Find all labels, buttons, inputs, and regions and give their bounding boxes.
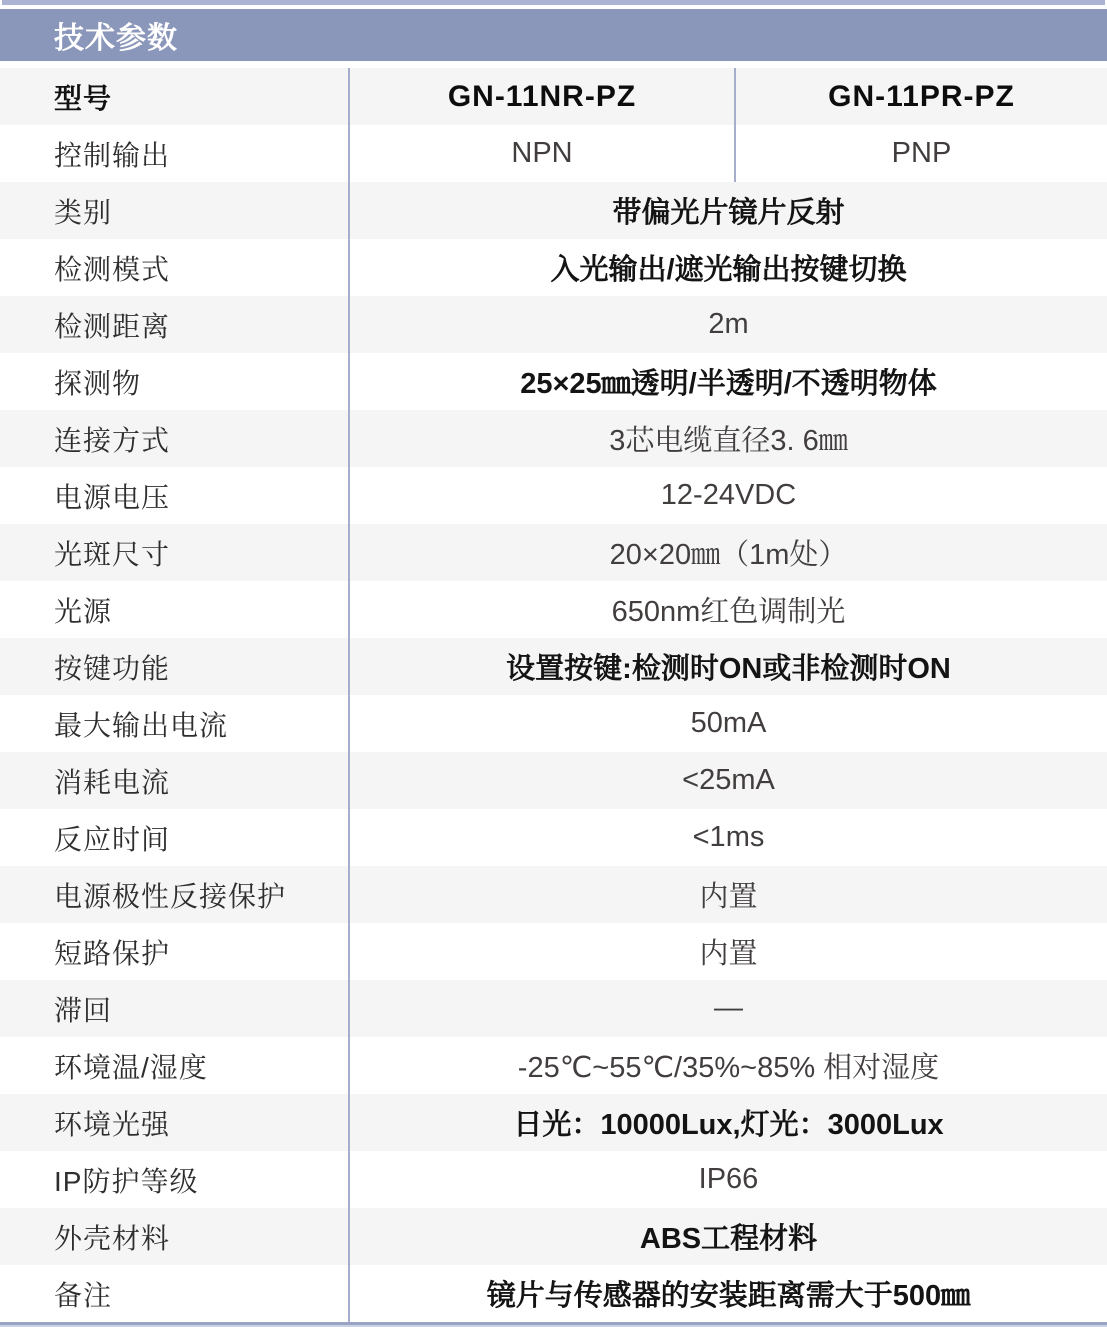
spec-label: 光斑尺寸: [54, 538, 171, 570]
spec-value: 入光输出/遮光输出按键切换: [348, 239, 1107, 296]
spec-row: [0, 809, 1107, 866]
spec-value: —: [348, 980, 1107, 1037]
spec-row: [0, 695, 1107, 752]
bottom-accent-line: [0, 1322, 1107, 1327]
spec-label: 光源: [54, 595, 113, 627]
spec-row: [0, 182, 1107, 239]
section-title-bar: [0, 9, 1107, 61]
spec-row: [0, 1208, 1107, 1265]
spec-value: GN-11NR-PZ: [348, 68, 734, 125]
spec-value: -25℃~55℃/35%~85% 相对湿度: [348, 1037, 1107, 1094]
spec-label: IP防护等级: [54, 1165, 199, 1197]
spec-label: 连接方式: [54, 424, 171, 456]
spec-value: 带偏光片镜片反射: [348, 182, 1107, 239]
spec-row: [0, 638, 1107, 695]
spec-label: 滞回: [54, 994, 113, 1026]
spec-row: [0, 1037, 1107, 1094]
spec-value: 25×25㎜透明/半透明/不透明物体: [348, 353, 1107, 410]
spec-label: 检测距离: [54, 310, 171, 342]
spec-value: 20×20㎜（1m处）: [348, 524, 1107, 581]
spec-value: GN-11PR-PZ: [734, 68, 1107, 125]
spec-value: 2m: [348, 296, 1107, 353]
spec-row: [0, 68, 1107, 125]
spec-label: 电源极性反接保护: [54, 880, 287, 912]
spec-row: [0, 410, 1107, 467]
spec-row: [0, 866, 1107, 923]
spec-row: [0, 1151, 1107, 1208]
spec-row: [0, 581, 1107, 638]
spec-value: 50mA: [348, 695, 1107, 752]
top-accent-line: [2, 0, 1105, 5]
spec-row: [0, 296, 1107, 353]
spec-value: <1ms: [348, 809, 1107, 866]
spec-label: 反应时间: [54, 823, 171, 855]
spec-value: NPN: [348, 125, 734, 182]
spec-value: 12-24VDC: [348, 467, 1107, 524]
spec-label: 控制输出: [54, 139, 171, 171]
spec-value: 设置按键:检测时ON或非检测时ON: [348, 638, 1107, 695]
spec-value: <25mA: [348, 752, 1107, 809]
spec-row: [0, 524, 1107, 581]
spec-label: 环境光强: [54, 1108, 171, 1140]
spec-label: 类别: [54, 196, 113, 228]
spec-value: 内置: [348, 866, 1107, 923]
spec-value: 3芯电缆直径3. 6㎜: [348, 410, 1107, 467]
spec-value: 650nm红色调制光: [348, 581, 1107, 638]
spec-row: [0, 467, 1107, 524]
spec-label: 备注: [54, 1279, 113, 1311]
spec-table: [0, 68, 1107, 1322]
spec-label: 最大输出电流: [54, 709, 229, 741]
spec-row: [0, 1094, 1107, 1151]
spec-row: [0, 353, 1107, 410]
spec-row: [0, 125, 1107, 182]
spec-label: 探测物: [54, 367, 142, 399]
spec-label: 按键功能: [54, 652, 171, 684]
spec-label: 电源电压: [54, 481, 171, 513]
spec-value: ABS工程材料: [348, 1208, 1107, 1265]
section-title: 技术参数: [54, 22, 178, 55]
spec-value: 镜片与传感器的安装距离需大于500㎜: [348, 1265, 1107, 1322]
spec-row: [0, 752, 1107, 809]
spec-row: [0, 980, 1107, 1037]
spec-label: 外壳材料: [54, 1222, 171, 1254]
spec-value: IP66: [348, 1151, 1107, 1208]
spec-label: 型号: [54, 82, 113, 114]
spec-label: 消耗电流: [54, 766, 171, 798]
spec-value: 日光：10000Lux,灯光：3000Lux: [348, 1094, 1107, 1151]
spec-label: 短路保护: [54, 937, 171, 969]
spec-label: 检测模式: [54, 253, 171, 285]
spec-label: 环境温/湿度: [54, 1051, 208, 1083]
spec-value: PNP: [734, 125, 1107, 182]
spec-row: [0, 923, 1107, 980]
spec-value: 内置: [348, 923, 1107, 980]
spec-row: [0, 239, 1107, 296]
spec-row: [0, 1265, 1107, 1322]
